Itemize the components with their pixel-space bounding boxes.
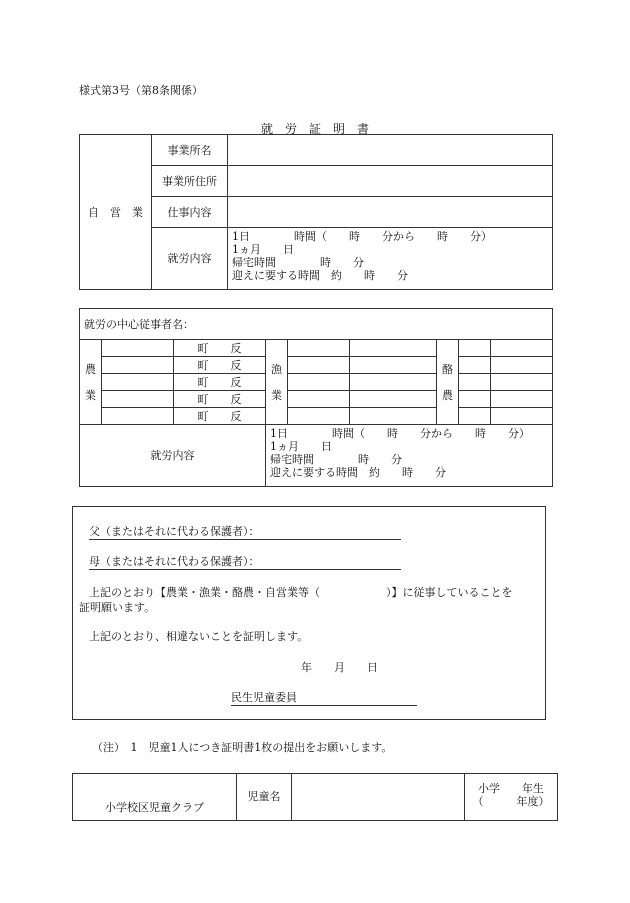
certification-box xyxy=(72,506,546,720)
dairy-cell[interactable] xyxy=(459,374,491,391)
dairy-cell[interactable] xyxy=(459,357,491,374)
grade-label: 小学 年生 xyxy=(478,782,544,795)
fish-cell[interactable] xyxy=(350,391,437,408)
job-content-label: 仕事内容 xyxy=(152,197,228,228)
fish-cell[interactable] xyxy=(288,408,350,425)
area-units: 町 反 xyxy=(174,391,266,408)
work-content-label: 就労内容 xyxy=(152,228,228,290)
agri-work-details[interactable]: 1日 時間（ 時 分から 時 分） 1ヵ月 日 帰宅時間 時 分 迎えに要する時間 約 時 分 xyxy=(266,425,553,487)
farm-cell[interactable] xyxy=(102,391,174,408)
agri-table xyxy=(79,308,553,487)
self-employed-table xyxy=(79,134,553,290)
fish-cell[interactable] xyxy=(288,374,350,391)
dairy-cell[interactable] xyxy=(491,408,553,425)
dairy-cell[interactable] xyxy=(459,408,491,425)
cert-line-1: 上記のとおり【農業・漁業・酪農・自営業等（ ）】に従事していることを xyxy=(89,586,513,599)
dairy-cell[interactable] xyxy=(459,391,491,408)
fish-cell[interactable] xyxy=(288,357,350,374)
farm-cell[interactable] xyxy=(102,340,174,357)
farm-cell[interactable] xyxy=(102,374,174,391)
father-row[interactable] xyxy=(89,523,401,540)
fish-cell[interactable] xyxy=(350,374,437,391)
note: （注） 1 児童1人につき証明書1枚の提出をお願いします。 xyxy=(92,741,393,754)
page-title: 就 労 証 明 書 xyxy=(260,122,369,136)
business-address-field[interactable] xyxy=(228,166,553,197)
commissioner-row[interactable] xyxy=(231,689,417,706)
dairy-label: 酪 農 xyxy=(437,340,459,425)
area-units: 町 反 xyxy=(174,340,266,357)
area-units: 町 反 xyxy=(174,408,266,425)
business-name-field[interactable] xyxy=(228,135,553,166)
dairy-cell[interactable] xyxy=(491,340,553,357)
mother-row[interactable] xyxy=(89,553,401,570)
dairy-cell[interactable] xyxy=(491,357,553,374)
farm-cell[interactable] xyxy=(102,408,174,425)
farm-cell[interactable] xyxy=(102,357,174,374)
area-units: 町 反 xyxy=(174,374,266,391)
fish-cell[interactable] xyxy=(350,408,437,425)
fish-cell[interactable] xyxy=(288,340,350,357)
main-worker-row[interactable] xyxy=(80,309,553,340)
father-label: 父（またはそれに代わる保護者）： xyxy=(89,523,401,540)
agri-work-label: 就労内容 xyxy=(80,425,266,487)
date-line[interactable]: 年 月 日 xyxy=(301,661,378,674)
child-name-label: 児童名 xyxy=(237,774,292,821)
area-units: 町 反 xyxy=(174,357,266,374)
commissioner-label: 民生児童委員 xyxy=(231,689,417,706)
fish-cell[interactable] xyxy=(350,340,437,357)
fish-cell[interactable] xyxy=(350,357,437,374)
child-name-field[interactable] xyxy=(292,774,465,821)
farming-label: 農 業 xyxy=(80,340,102,425)
self-employed-category: 自 営 業 xyxy=(80,135,152,290)
job-content-field[interactable] xyxy=(228,197,553,228)
club-label: 小学校区児童クラブ xyxy=(73,774,237,821)
dairy-cell[interactable] xyxy=(491,374,553,391)
business-name-label: 事業所名 xyxy=(152,135,228,166)
footer-table xyxy=(72,773,558,821)
cert-line-3: 上記のとおり、相違ないことを証明します。 xyxy=(89,630,309,643)
mother-label: 母（またはそれに代わる保護者）： xyxy=(89,553,401,570)
year-label: （ 年度） xyxy=(472,795,550,808)
business-address-label: 事業所住所 xyxy=(152,166,228,197)
work-content-details[interactable]: 1日 時間（ 時 分から 時 分） 1ヵ月 日 帰宅時間 時 分 迎えに要する時間 約 時 分 xyxy=(228,228,553,290)
dairy-cell[interactable] xyxy=(459,340,491,357)
grade-cell[interactable] xyxy=(465,774,558,821)
fishing-label: 漁 業 xyxy=(266,340,288,425)
cert-line-2: 証明願います。 xyxy=(79,601,156,614)
main-worker-label: 就労の中心従事者名： xyxy=(84,317,194,331)
form-label: 様式第3号（第8条関係） xyxy=(79,84,203,97)
dairy-cell[interactable] xyxy=(491,391,553,408)
fish-cell[interactable] xyxy=(288,391,350,408)
